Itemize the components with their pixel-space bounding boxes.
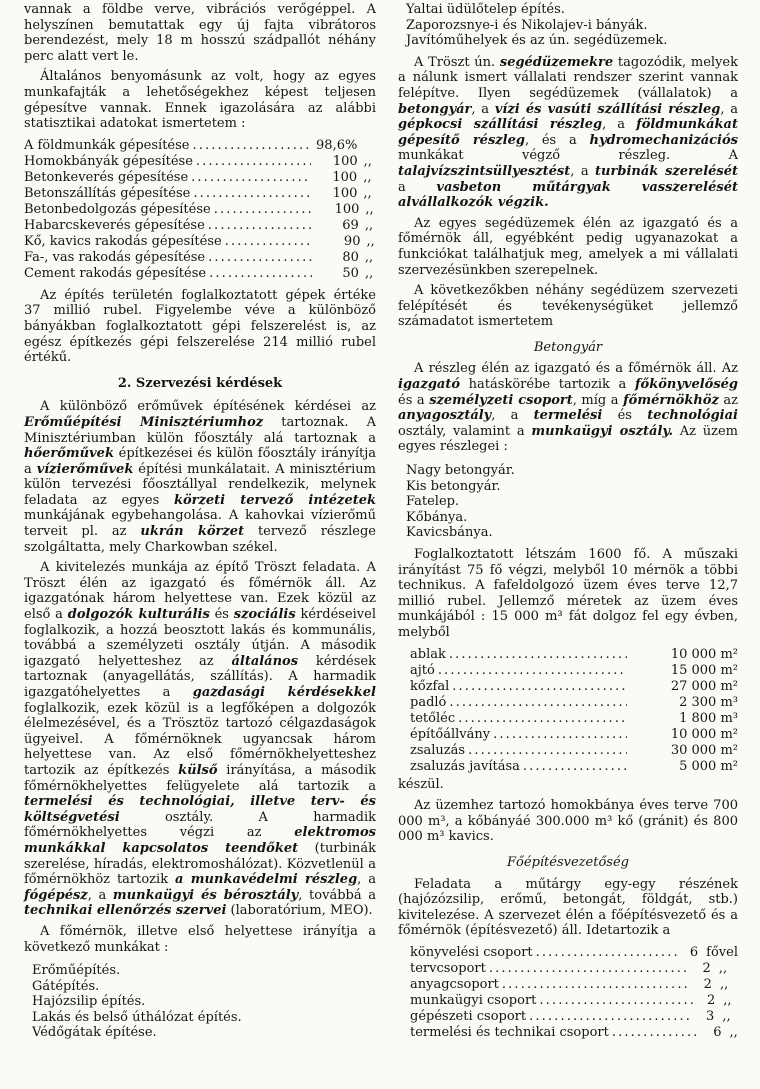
subheading-betongyar: Betongyár (533, 339, 603, 355)
plant-units-list (406, 463, 738, 541)
measure-row: kőzfal . . . 27 000 m² (410, 679, 738, 695)
paragraph-betongyar: A részleg élén az igazgató és a főmérnök áll. Az igazgató hatáskörébe tartozik a főkönyvelőség és a személyzeti csoport, míg a főmérnökhöz az anyagosztály, a termelési és technológiai osztály, valamint a munkaügyi osztály. Az üzem egyes részlegei : (398, 361, 738, 455)
production-measures-table (410, 647, 738, 775)
stat-row: Betonszállítás gépesítése . . . 100 ,, (24, 186, 376, 202)
group-row: munkaügyi csoport . . . 2 ,, (410, 993, 738, 1009)
measure-row: zsaluzás . . . 30 000 m² (410, 743, 738, 759)
stat-row: Cement rakodás gépesítése . . . 50 ,, (24, 266, 376, 282)
paragraph-following: A következőkben néhány segédüzem szervezeti felépítését és tevékenységüket jellemző számadatot ismertetem (398, 283, 738, 330)
group-row: könyvelési csoport . . . 6 fővel (410, 945, 738, 961)
measure-row: ajtó . . . 15 000 m² (410, 663, 738, 679)
list-item: Javítóműhelyek és az ún. segédüzemek. (406, 33, 668, 49)
measure-row: ablak . . . 10 000 m² (410, 647, 738, 663)
works-list (32, 963, 376, 1041)
list-item: Gátépítés. (32, 978, 100, 994)
list-item: Fatelep. (406, 494, 460, 510)
list-item: Yaltai üdülőtelep építés. (406, 2, 565, 17)
list-item: Zaporozsnye-i és Nikolajev-i bányák. (406, 17, 648, 33)
works-list-continued (406, 2, 738, 49)
group-row: termelési és technikai csoport . . . 6 ,, (410, 1025, 738, 1041)
list-item: Erőműépítés. (32, 963, 121, 979)
list-item: Kis betongyár. (406, 478, 501, 494)
paragraph-chief-engineer: A főmérnök, illetve első helyettese irányítja a következő munkákat : (24, 923, 376, 955)
group-row: tervcsoport . . . 2 ,, (410, 961, 738, 977)
paragraph-intro: vannak a földbe verve, vibrációs verőgéppel. A helyszínen bemutattak egy új fajta vibrátoros berendezést, mely 18 m hosszú szádpallót néhány perc alatt vert le. (24, 2, 376, 64)
list-item: Hajózsilip építés. (32, 994, 146, 1010)
left-column (24, 2, 376, 1047)
made-text: készül. (398, 776, 444, 792)
paragraph-staff: Foglalkoztatott létszám 1600 fő. A műszaki irányítást 75 fő végzi, melyből 10 mérnök a többi technikus. A fafeldolgozó üzem éves terve 12,7 millió rubel. Jellemző méretek az üzem éves munkájából : 15 000 m³ fát dolgoz fel egy évben, melyből (398, 547, 738, 640)
paragraph-organization-1: A különböző erőművek építésének kérdései az Erőműépítési Minisztériumhoz tartoznak. A Minisztériumban külön főosztály alá tartoznak a hőerőművek építkezései és külön főosztály irányítja a vízierőművek építési munkálatait. A minisztérium külön tervezési főosztállyal rendelkezik, melynek feladata az egyes körzeti tervező intézetek munkájának egybehangolása. A kahovkai vízierőmű terveit pl. az ukrán körzet tervező részlege szolgáltatta, mely Charkowban székel. (24, 399, 376, 555)
list-item: Kavicsbánya. (406, 525, 493, 541)
list-item: Nagy betongyár. (406, 463, 515, 479)
section-heading: 2. Szervezési kérdések (117, 375, 283, 391)
measure-row: építőállvány . . . 10 000 m² (410, 727, 738, 743)
stat-row: Fa-, vas rakodás gépesítése . . . 80 ,, (24, 250, 376, 266)
measure-row: zsaluzás javítása . . . 5 000 m² (410, 759, 738, 775)
stat-row: Kő, kavics rakodás gépesítése . . . 90 ,, (24, 234, 376, 250)
paragraph-sand-pit: Az üzemhez tartozó homokbánya éves terve 700 000 m³, a kőbányáé 300.000 m³ kő (gránit) és 800 000 m³ kavics. (398, 798, 738, 845)
paragraph-trust: A Tröszt ún. segédüzemekre tagozódik, melyek a nálunk ismert vállalati rendszer szerint vannak felépítve. Ilyen segédüzemek (vállalatok) a betongyár, a vízi és vasúti szállítási részleg, a gépkocsi szállítási részleg, a földmunkákat gépesítő részleg, és a hydromechanizációs munkákat végző részleg. A talajvízszintsüllyesztést, a turbinák szerelését a vasbeton műtárgyak vasszerelését alvállalkozók végzik. (398, 54, 739, 211)
stat-row: A földmunkák gépesítése . . . 98,6% (24, 138, 376, 154)
staff-groups-table (410, 945, 738, 1041)
group-row: anyagcsoport . . . 2 ,, (410, 977, 738, 993)
paragraph-machines: Az építés területén foglalkoztatott gépek értéke 37 millió rubel. Figyelembe véve a különböző bányákban foglalkoztatott gépi felszerelést is, az egész építkezés gépi felszerelése 214 millió rubel értékű. (24, 287, 376, 366)
paragraph-mechanization: Általános benyomásunk az volt, hogy az egyes munkafajták a lehetőségekhez képest teljesen gépesítve vannak. Ennek igazolására az alábbi statisztikai adatokat ismertetem : (24, 69, 376, 132)
paragraph-organization-2: A kivitelezés munkája az építő Tröszt feladata. A Tröszt élén az igazgató és főmérnök áll. Az igazgatónak három helyettese van. Ezek közül az első a dolgozók kulturális és szociális kérdéseivel foglalkozik, a hozzá beosztott lakás és kommunális, továbbá a személyzeti osztály útján. A második igazgató helyetteshez az általános kérdések tartoznak (anyagellátás, szállítás). A harmadik igazgatóhelyettes a gazdasági kérdésekkel foglalkozik, ezek közül is a legfőképen a dolgozók élelmezésével, és a Trösztöz tartozó célgazdaságok ügyeivel. A főmérnöknek ugyancsak három helyettese van. Az első főmérnökhelyetteshez tartozik az építkezés külső irányítása, a második főmérnökhelyettes felügyelete alá tartozik a termelési és technológiai, illetve terv- és költségvetési osztály. A harmadik főmérnökhelyettes végzi az elektromos munkákkal kapcsolatos teendőket (turbinák szerelése, híradás, elektromoshálózat). Közvetlenül a főmérnökhöz tartozik a munkavédelmi részleg, a fógépész, a munkaügyi és bérosztály, továbbá a technikai ellenőrzés szervei (laboratórium, MEO). (24, 560, 377, 919)
measure-row: tetőléc . . . 1 800 m³ (410, 711, 738, 727)
stat-row: Homokbányák gépesítése . . . 100 ,, (24, 154, 376, 170)
list-item: Lakás és belső úthálózat építés. (32, 1009, 242, 1025)
stat-row: Habarcskeverés gépesítése . . . 69 ,, (24, 218, 376, 234)
paragraph-task: Feladata a műtárgy egy-egy részének (hajózózsilip, erőmű, betongát, földgát, stb.) kivitelezése. A szervezet élén a főépítésvezető és a főmérnök (építésvezető) áll. Idetartozik a (398, 876, 738, 939)
list-item: Védőgátak építése. (32, 1025, 157, 1041)
group-row: gépészeti csoport . . . 3 ,, (410, 1009, 738, 1025)
mechanization-stats-table (24, 138, 376, 282)
measure-row: padló . . . 2 300 m³ (410, 695, 738, 711)
paragraph-plant-heads: Az egyes segédüzemek élén az igazgató és a főmérnök áll, egyébként pedig ugyanazokat a funkciókat találhatjuk meg, amelyek a mi vállalati szervezésünkben szerepelnek. (398, 215, 738, 278)
right-column (398, 2, 738, 1047)
subheading-foepitesvezetoseg: Főépítésvezetőség (507, 854, 629, 870)
list-item: Kőbánya. (406, 509, 468, 525)
stat-row: Betonkeverés gépesítése . . . 100 ,, (24, 170, 376, 186)
stat-row: Betonbedolgozás gépesítése . . . 100 ,, (24, 202, 376, 218)
